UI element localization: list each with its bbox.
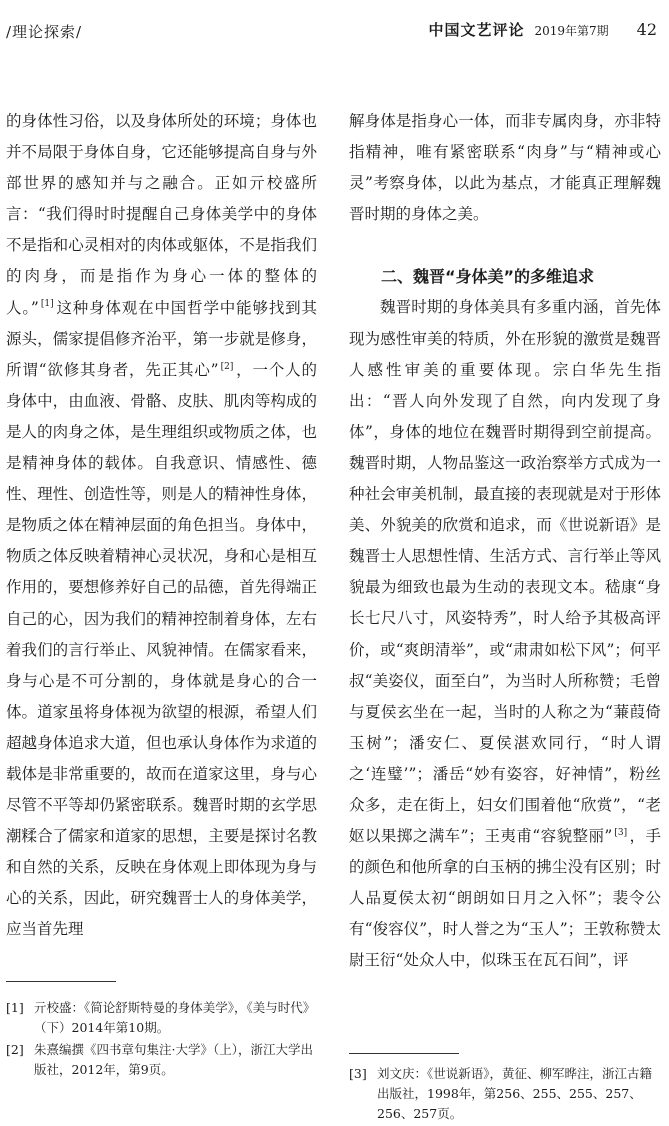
footnote-divider [349,1053,459,1054]
body-paragraph [6,106,317,946]
section-heading: 二、魏晋“身体美”的多维追求 [381,267,595,287]
footnote [6,998,317,1038]
left-column [6,106,317,946]
body-paragraph [349,292,661,976]
running-header [428,19,657,40]
paragraph-text: ，一个人的身体中，由血液、骨骼、皮肤、肌肉等构成的是人的肉身之体，是生理组织或物质之体，也是精神身体的载体。自我意识、情感性、德性、理性、创造性等，则是人的精神性身体，是物质之体在精神层面的角色担当。身体中，物质之体反映着精神心灵状况，身和心是相互作用的，要想修养好自己的品德，首先得端正自己的心，因为我们的精神控制着身体，左右着我们的言行举止、风貌神情。在儒家看来，身与心是不可分割的，身体就是身心的合一体。道家虽将身体视为欲望的根源，希望人们超越身体追求大道，但也承认身体作为求道的载体是非常重要的，故而在道家这里，身与心尽管不平等却仍紧密联系。魏晋时期的玄学思潮糅合了儒家和道家的思想，主要是探讨名教和自然的关系，反映在身体观上即体现为身与心的关系，因此，研究魏晋士人的身体美学，应当首先理 [6,360,317,939]
footnote-text: 亓校盛：《简论舒斯特曼的身体美学》，《美与时代》（下）2014年第10期。 [34,1000,316,1035]
issue-label: 2019年第7期 [534,24,609,38]
footnote [6,1040,317,1080]
right-column [349,106,661,977]
footnote-number: [1] [6,1000,24,1015]
footnote-ref: [3] [614,827,628,838]
footnote-number: [3] [349,1066,367,1081]
paragraph-text: 魏晋时期的身体美具有多重内涵，首先体现为感性审美的特质，外在形貌的激赏是魏晋人感性审美的重要体现。宗白华先生指出：“晋人向外发现了自然，向内发现了身体”，身体的地位在魏晋时期得到空前提高。魏晋时期，人物品鉴这一政治察举方式成为一种社会审美机制，最直接的表现就是对于形体美、外貌美的欣赏和追求，而《世说新语》是魏晋士人思想性情、生活方式、言行举止等风貌最为细致也最为生动的表现文本。嵇康“身长七尺八寸，风姿特秀”，时人给予其极高评价，或“爽朗清举”，或“肃肃如松下风”；何平叔“美姿仪，面至白”，为当时人所称赞；毛曾与夏侯玄坐在一起，当时的人称之为“蒹葭倚玉树”；潘安仁、夏侯湛欢同行，“时人谓之‘连璧’”；潘岳“妙有姿容，好神情”，粉丝众多，走在街上，妇女们围着他“欣赏”，“老妪以果掷之满车”；王夷甫“容貌整丽” [349,298,661,846]
journal-title: 中国文艺评论 [428,21,525,39]
paragraph-text: 这种身体观在中国哲学中能够找到其源头，儒家提倡修齐治平，第一步就是修身，所谓“欲修其身者，先正其心” [6,298,317,379]
paragraph-text: ，手的颜色和他所拿的白玉柄的拂尘没有区别；时人品夏侯太初“朗朗如日月之入怀”；裴令公有“俊容仪”，时人誉之为“玉人”；王敦称赞太尉王衍“处众人中，似珠玉在瓦石间”，评 [349,827,661,970]
footnote-ref: [2] [220,361,234,372]
body-paragraph: 解身体是指身心一体，而非专属肉身，亦非特指精神，唯有紧密联系“肉身”与“精神或心灵”考察身体，以此为基点，才能真正理解魏晋时期的身体之美。 [349,112,661,224]
footnote-ref: [1] [40,299,54,310]
paragraph-text: 的身体性习俗，以及身体所处的环境；身体也并不局限于身体自身，它还能够提高自身与外部世界的感知并与之融合。正如亓校盛所言：“我们得时时提醒自己身体美学中的身体不是指和心灵相对的肉体或躯体，不是指我们的肉身，而是指作为身心一体的整体的人。” [6,112,317,317]
footnote-text: 刘文庆：《世说新语》，黄征、柳军晔注，浙江古籍出版社，1998年，第256、255、255、257、256、257页。 [377,1066,653,1121]
footnote-text: 朱熹编撰《四书章句集注·大学》（上），浙江大学出版社，2012年，第9页。 [34,1042,313,1077]
footnote-number: [2] [6,1042,24,1057]
section-label: /理论探索/ [6,23,83,41]
footnote-divider [6,981,116,982]
footnotes-right [349,1064,663,1126]
footnotes-left [6,998,317,1082]
footnote [349,1064,663,1124]
page-number: 42 [636,20,657,39]
